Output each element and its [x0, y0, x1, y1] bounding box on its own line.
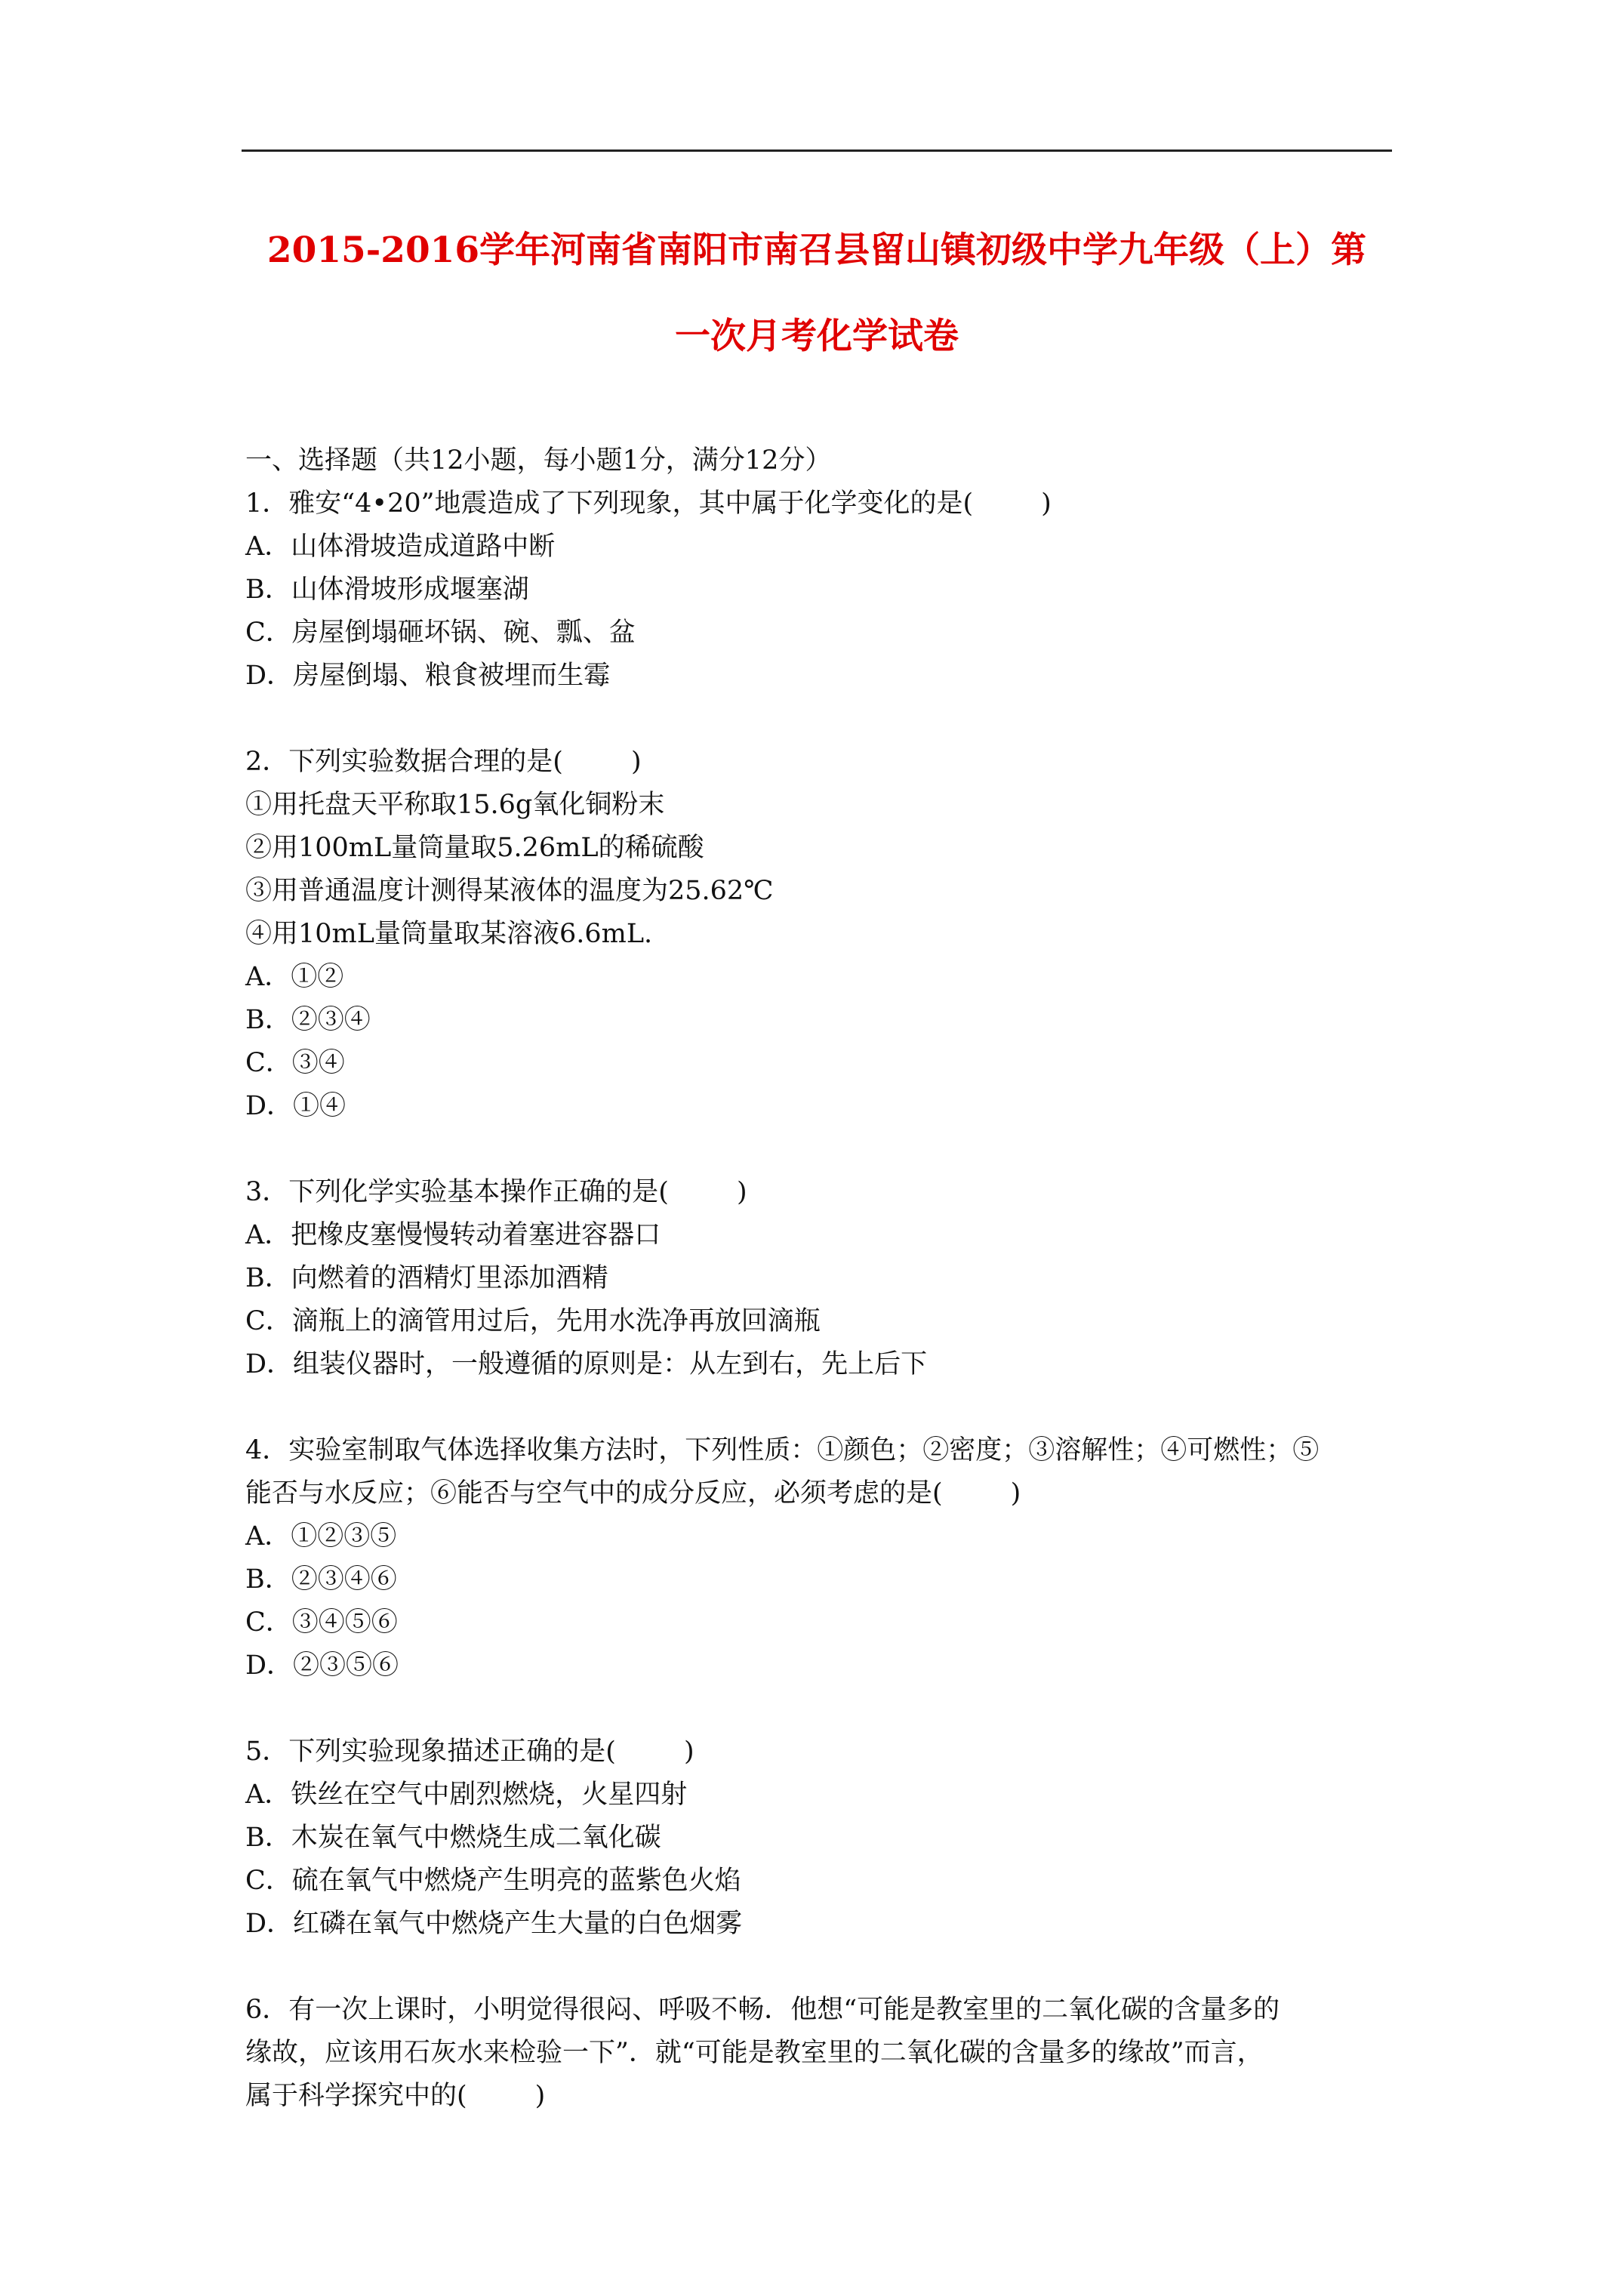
question-4: [245, 1429, 1393, 1687]
question-stem-close: ): [683, 1737, 694, 1767]
question-stem-close: ): [630, 747, 642, 777]
top-rule: [242, 149, 1392, 152]
question-statement: ②用100mL量筒量取5.26mL的稀硫酸: [245, 833, 704, 863]
question-stem-close: ): [1010, 1478, 1021, 1509]
document-title-line-2: 一次月考化学试卷: [675, 316, 959, 357]
question-stem-line: [245, 1989, 1393, 2032]
question-stem-text: 6．有一次上课时，小明觉得很闷、呼吸不畅．他想“可能是教室里的二氧化碳的含量多的: [245, 1995, 1280, 2025]
answer-option: C．③④: [245, 1048, 345, 1078]
question-1: [245, 482, 1393, 698]
question-3: [245, 1171, 1393, 1386]
question-statement: ①用托盘天平称取15.6g氧化铜粉末: [245, 790, 665, 820]
answer-option: A．①②: [245, 962, 344, 992]
question-stem-line: [245, 1730, 1393, 1774]
question-stem-line: [245, 741, 1393, 784]
answer-option: A．山体滑坡造成道路中断: [245, 532, 556, 562]
question-stem-close: ): [1041, 488, 1052, 519]
question-stem-text: 缘故，应该用石灰水来检验一下”．就“可能是教室里的二氧化碳的含量多的缘故”而言，: [245, 2038, 1264, 2068]
question-stem-line: [245, 1171, 1393, 1214]
question-5: [245, 1730, 1393, 1946]
question-gap: [245, 698, 1393, 741]
question-stem-close: ): [534, 2081, 546, 2111]
question-stem-text: 能否与水反应；⑥能否与空气中的成分反应，必须考虑的是(: [245, 1478, 943, 1509]
question-stem-text: 3．下列化学实验基本操作正确的是(: [245, 1177, 669, 1207]
question-stem-text: 1．雅安“4•20”地震造成了下列现象，其中属于化学变化的是(: [245, 488, 974, 519]
question-statement: ③用普通温度计测得某液体的温度为25.62℃: [245, 876, 774, 906]
question-6: [245, 1989, 1393, 2118]
question-stem-line: [245, 2032, 1393, 2075]
answer-option: B．山体滑坡形成堰塞湖: [245, 575, 529, 605]
answer-option: C．③④⑤⑥: [245, 1607, 398, 1638]
question-stem-line: [245, 2075, 1393, 2118]
answer-option: B．向燃着的酒精灯里添加酒精: [245, 1263, 608, 1293]
question-stem-text: 2．下列实验数据合理的是(: [245, 747, 563, 777]
question-gap: [245, 1946, 1393, 1989]
exam-content: [245, 439, 1393, 2118]
answer-option: A．把橡皮塞慢慢转动着塞进容器口: [245, 1220, 661, 1250]
answer-option: D．①④: [245, 1091, 346, 1121]
question-gap: [245, 1687, 1393, 1730]
document-title-line-1: 2015-2016学年河南省南阳市南召县留山镇初级中学九年级（上）第: [266, 230, 1367, 271]
question-stem-line: [245, 482, 1393, 525]
answer-option: B．木炭在氧气中燃烧生成二氧化碳: [245, 1823, 661, 1853]
question-stem-line: [245, 1429, 1393, 1472]
question-stem-text: 5．下列实验现象描述正确的是(: [245, 1737, 616, 1767]
answer-option: C．房屋倒塌砸坏锅、碗、瓢、盆: [245, 618, 636, 648]
question-2: [245, 741, 1393, 1128]
answer-option: C．硫在氧气中燃烧产生明亮的蓝紫色火焰: [245, 1866, 741, 1896]
answer-option: B．②③④: [245, 1005, 371, 1035]
answer-option: D．组装仪器时，一般遵循的原则是：从左到右，先上后下: [245, 1349, 928, 1379]
answer-option: B．②③④⑥: [245, 1564, 397, 1595]
question-list: [245, 482, 1393, 2118]
question-stem-text: 属于科学探究中的(: [245, 2081, 467, 2111]
question-gap: [245, 1128, 1393, 1171]
question-stem-close: ): [736, 1177, 747, 1207]
question-gap: [245, 1386, 1393, 1429]
answer-option: A．①②③⑤: [245, 1521, 397, 1552]
section-heading: 一、选择题（共12小题，每小题1分，满分12分）: [245, 445, 832, 476]
answer-option: D．红磷在氧气中燃烧产生大量的白色烟雾: [245, 1909, 743, 1939]
question-stem-line: [245, 1472, 1393, 1515]
answer-option: D．②③⑤⑥: [245, 1650, 399, 1681]
answer-option: A．铁丝在空气中剧烈燃烧，火星四射: [245, 1780, 688, 1810]
answer-option: D．房屋倒塌、粮食被埋而生霉: [245, 661, 611, 691]
answer-option: C．滴瓶上的滴管用过后，先用水洗净再放回滴瓶: [245, 1306, 821, 1336]
question-statement: ④用10mL量筒量取某溶液6.6mL.: [245, 919, 653, 949]
question-stem-text: 4．实验室制取气体选择收集方法时，下列性质：①颜色；②密度；③溶解性；④可燃性；⑤: [245, 1435, 1320, 1465]
